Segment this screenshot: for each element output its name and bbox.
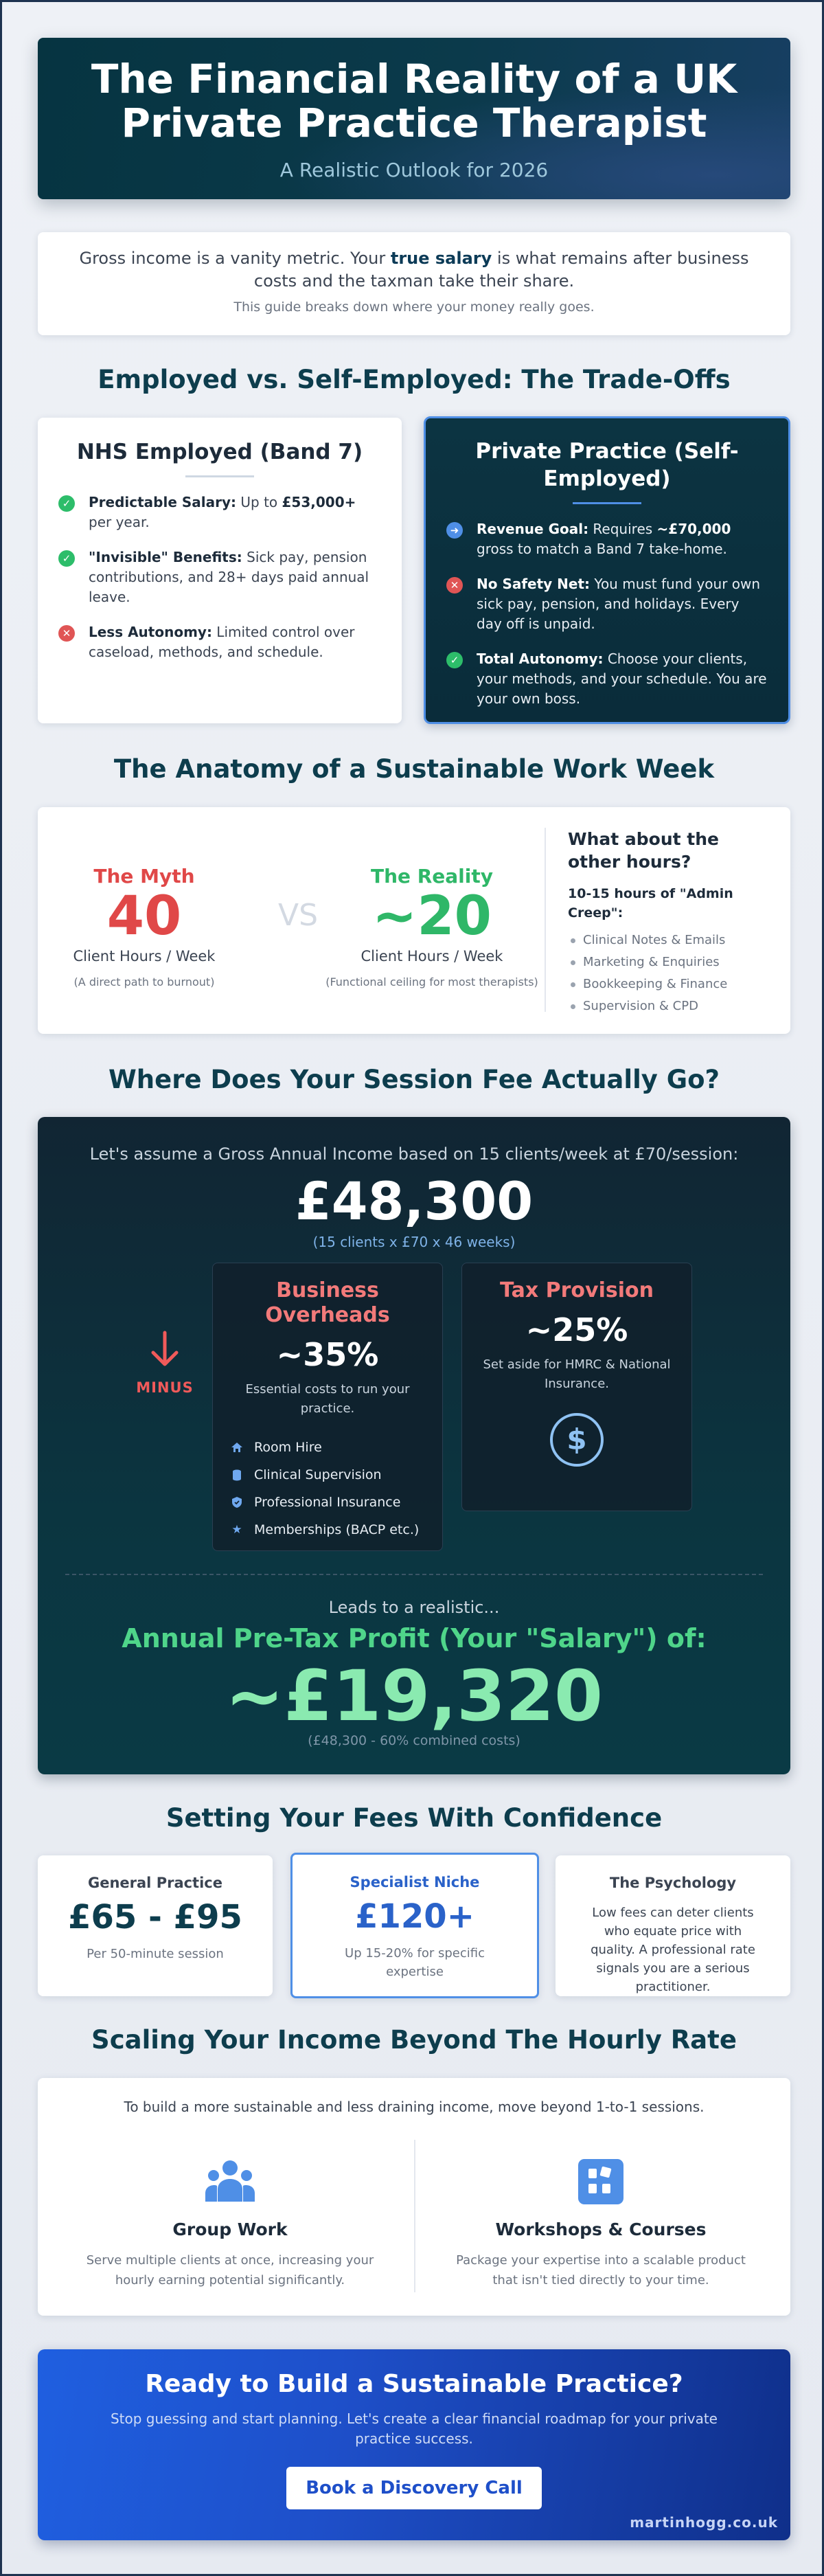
tax-heading: Tax Provision [500,1278,654,1302]
fee-cards [38,1855,790,1996]
hero-banner [38,38,790,199]
card-price: £65 - £95 [68,1898,242,1936]
tax-desc: Set aside for HMRC & National Insurance. [483,1357,671,1391]
scaling-lead: To build a more sustainable and less draining income, move beyond 1-to-1 sessions. [124,2099,705,2115]
divider [573,502,641,504]
profit-value: ~£19,320 [225,1656,604,1737]
gross-calculation: (15 clients x £70 x 46 weeks) [312,1234,516,1250]
minus-label: MINUS [136,1379,194,1396]
general-practice-card [38,1855,273,1996]
group-icon [205,2159,255,2204]
list-item: Clinical Notes & Emails [568,929,774,951]
admin-list [568,929,774,1017]
reality-unit: Client Hours / Week [360,948,503,964]
section-title-fees: Setting Your Fees With Confidence [165,1803,663,1833]
cross-icon: ✕ [58,625,75,642]
nhs-employed-card [38,418,402,723]
list-item: Bookkeeping & Finance [568,973,774,995]
list-item: Supervision & CPD [568,995,774,1017]
card-price: £120+ [355,1897,474,1936]
admin-creep-label: 10-15 hours of "Admin Creep": [568,886,733,920]
book-call-button[interactable]: Book a Discovery Call [286,2467,542,2509]
dollar-icon: $ [550,1413,604,1467]
list-item: ✓ Total Autonomy: Choose your clients, your methods, and your schedule. You are your own boss. [426,649,788,709]
work-week-card [38,807,790,1034]
workshops-title: Workshops & Courses [495,2219,707,2239]
page-subtitle: A Realistic Outlook for 2026 [279,159,549,181]
page-title [38,38,790,145]
myth-value: 40 [106,885,182,947]
star-icon: ★ [231,1523,242,1537]
myth-label: The Myth [93,865,195,888]
cta-text: Stop guessing and start planning. Let's create a clear financial roadmap for your private practice success. [110,2410,718,2447]
list-item: ★ Memberships (BACP etc.) [231,1522,420,1537]
section-title-fee: Where Does Your Session Fee Actually Go? [108,1065,720,1094]
group-work-text: Serve multiple clients at once, increasing your hourly earning potential significantly. [86,2253,374,2287]
psychology-card [556,1855,790,1996]
home-icon [231,1441,243,1454]
check-icon: ✓ [446,652,463,668]
intro-card [38,232,790,335]
reality-note: (Functional ceiling for most therapists) [325,975,538,988]
title-line-2: Private Practice Therapist [121,100,707,146]
title-line-1: The Financial Reality of a UK [91,56,737,102]
cta-banner [38,2349,790,2540]
section-title-week: The Anatomy of a Sustainable Work Week [113,754,715,784]
cta-title: Ready to Build a Sustainable Practice? [145,2370,683,2398]
private-heading: Private Practice (Self-Employed) [475,439,739,491]
overheads-percent: ~35% [276,1336,379,1373]
section-title-compare: Employed vs. Self-Employed: The Trade-Offs [98,365,731,394]
list-item: Professional Insurance [231,1489,442,1516]
gross-income: £48,300 [295,1171,534,1232]
list-item: Marketing & Enquiries [568,951,774,973]
intro-note: This guide breaks down where your money really goes. [233,300,595,315]
reality-label: The Reality [370,865,494,888]
list-item: ✕ Less Autonomy: Limited control over caseload, methods, and schedule. [38,622,402,662]
minus-indicator [134,1330,196,1396]
arrow-down-icon [134,1330,196,1375]
reality-column [322,865,542,988]
other-hours-heading: What about the other hours? [568,829,719,872]
session-fee-panel [38,1117,790,1774]
section-title-scaling: Scaling Your Income Beyond The Hourly Rate [91,2025,737,2055]
divider [414,2140,415,2292]
list-item: ✓ "Invisible" Benefits: Sick pay, pension contributions, and 28+ days paid annual leave. [38,547,402,607]
card-text: Low fees can deter clients who equate price with quality. A professional rate signals you are a serious practitioner. [591,1906,755,1994]
reality-value: ~20 [372,885,492,947]
tax-box [461,1263,692,1511]
tax-percent: ~25% [525,1311,628,1348]
overheads-heading: Business Overheads [265,1278,390,1327]
group-work-title: Group Work [172,2219,288,2239]
list-item: Clinical Supervision [231,1461,442,1489]
overheads-list [231,1434,442,1544]
myth-note: (A direct path to burnout) [73,975,215,988]
nhs-heading: NHS Employed (Band 7) [76,440,363,464]
overheads-box [212,1263,443,1551]
myth-column [65,865,223,988]
shield-icon [231,1496,243,1509]
list-item: ✓ Predictable Salary: Up to £53,000+ per year. [38,493,402,532]
card-title: General Practice [87,1875,222,1891]
arrow-icon: ➜ [446,522,463,539]
workshops-column [429,2159,772,2290]
other-hours [568,828,774,1017]
vs-label: VS [278,898,319,933]
profit-note: (£48,300 - 60% combined costs) [308,1733,520,1748]
workshops-text: Package your expertise into a scalable product that isn't tied directly to your time. [456,2253,746,2287]
group-work-column [58,2159,402,2290]
card-title: Specialist Niche [350,1874,480,1890]
list-item: ➜ Revenue Goal: Requires ~£70,000 gross to match a Band 7 take-home. [426,519,788,559]
dashed-divider [65,1574,763,1575]
card-title: The Psychology [609,1875,737,1891]
site-url[interactable]: martinhogg.co.uk [630,2514,778,2531]
fee-assumption: Let's assume a Gross Annual Income based on 15 clients/week at £70/session: [89,1144,739,1164]
leads-to-text: Leads to a realistic... [328,1598,500,1617]
specialist-niche-card [290,1853,539,1998]
card-sub: Per 50-minute session [87,1947,224,1961]
overheads-desc: Essential costs to run your practice. [245,1382,410,1416]
divider [185,475,254,477]
list-item: Room Hire [231,1434,442,1461]
user-icon [231,1469,243,1481]
cross-icon: ✕ [446,577,463,594]
scaling-card [38,2078,790,2316]
intro-statement: Gross income is a vanity metric. Your true salary is what remains after business costs and the taxman take their share. [79,249,749,291]
workshop-icon [576,2159,626,2204]
check-icon: ✓ [58,550,75,567]
list-item: ✕ No Safety Net: You must fund your own sick pay, pension, and holidays. Every day off is unpaid. [426,574,788,634]
card-sub: Up 15-20% for specific expertise [345,1946,485,1979]
check-icon: ✓ [58,495,75,512]
private-practice-card [424,416,790,724]
myth-unit: Client Hours / Week [73,948,216,964]
profit-heading: Annual Pre-Tax Profit (Your "Salary") of: [122,1623,707,1653]
divider [545,828,546,1012]
